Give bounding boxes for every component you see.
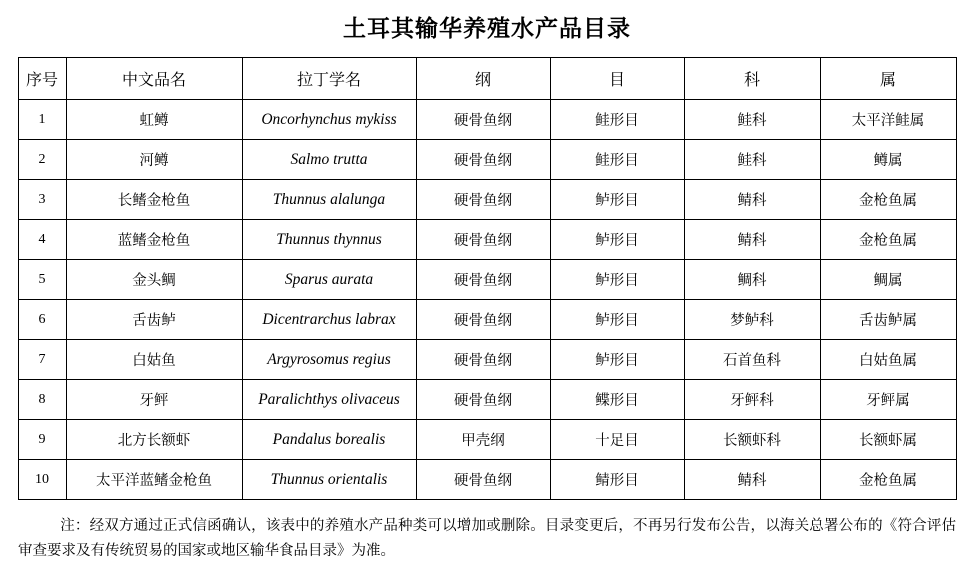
table-row [18, 460, 956, 500]
cell-index: 4 [18, 220, 66, 260]
cell-genus: 白姑鱼属 [820, 340, 956, 380]
cell-family: 梦鲈科 [684, 300, 820, 340]
cell-genus: 金枪鱼属 [820, 460, 956, 500]
cell-genus: 金枪鱼属 [820, 220, 956, 260]
cell-family: 鲭科 [684, 180, 820, 220]
cell-class: 硬骨鱼纲 [416, 300, 550, 340]
cell-chinese-name: 虹鳟 [66, 100, 242, 140]
cell-chinese-name: 牙鲆 [66, 380, 242, 420]
column-header-latin-name: 拉丁学名 [242, 58, 416, 100]
cell-latin-name: Paralichthys olivaceus [242, 380, 416, 420]
cell-genus: 鲷属 [820, 260, 956, 300]
cell-index: 1 [18, 100, 66, 140]
table-row [18, 220, 956, 260]
footnote-line-2: 的《符合评估审查要求及有传统贸易的国家或地区输华食品目录》为准。 [18, 518, 957, 560]
cell-genus: 鳟属 [820, 140, 956, 180]
table-row [18, 380, 956, 420]
cell-genus: 金枪鱼属 [820, 180, 956, 220]
cell-chinese-name: 舌齿鲈 [66, 300, 242, 340]
footnote [18, 514, 956, 565]
cell-latin-name: Argyrosomus regius [242, 340, 416, 380]
cell-index: 2 [18, 140, 66, 180]
cell-index: 8 [18, 380, 66, 420]
document-page [0, 10, 974, 560]
cell-family: 长额虾科 [684, 420, 820, 460]
cell-order: 鲈形目 [550, 180, 684, 220]
table-row [18, 340, 956, 380]
column-header-chinese-name: 中文品名 [66, 58, 242, 100]
cell-class: 硬骨鱼纲 [416, 140, 550, 180]
aquaculture-product-table [18, 57, 957, 500]
table-row [18, 180, 956, 220]
cell-latin-name: Salmo trutta [242, 140, 416, 180]
table-body [18, 100, 956, 500]
column-header-index: 序号 [18, 58, 66, 100]
cell-chinese-name: 蓝鳍金枪鱼 [66, 220, 242, 260]
cell-genus: 太平洋鲑属 [820, 100, 956, 140]
cell-family: 牙鲆科 [684, 380, 820, 420]
cell-latin-name: Oncorhynchus mykiss [242, 100, 416, 140]
cell-class: 硬骨鱼纲 [416, 100, 550, 140]
cell-index: 3 [18, 180, 66, 220]
cell-index: 6 [18, 300, 66, 340]
cell-order: 鲑形目 [550, 140, 684, 180]
cell-genus: 长额虾属 [820, 420, 956, 460]
cell-class: 硬骨鱼纲 [416, 260, 550, 300]
cell-order: 鲈形目 [550, 300, 684, 340]
cell-family: 鲑科 [684, 100, 820, 140]
table-row [18, 420, 956, 460]
cell-class: 硬骨鱼纲 [416, 460, 550, 500]
cell-chinese-name: 长鳍金枪鱼 [66, 180, 242, 220]
column-header-family: 科 [684, 58, 820, 100]
cell-order: 鲑形目 [550, 100, 684, 140]
cell-family: 鲭科 [684, 460, 820, 500]
cell-class: 硬骨鱼纲 [416, 340, 550, 380]
column-header-class: 纲 [416, 58, 550, 100]
cell-family: 鲭科 [684, 220, 820, 260]
cell-chinese-name: 河鳟 [66, 140, 242, 180]
cell-order: 十足目 [550, 420, 684, 460]
cell-chinese-name: 北方长额虾 [66, 420, 242, 460]
cell-latin-name: Thunnus thynnus [242, 220, 416, 260]
table-header-row [18, 58, 956, 100]
cell-class: 硬骨鱼纲 [416, 180, 550, 220]
cell-index: 5 [18, 260, 66, 300]
cell-index: 7 [18, 340, 66, 380]
cell-order: 鲈形目 [550, 220, 684, 260]
footnote-line-1: 注：经双方通过正式信函确认，该表中的养殖水产品种类可以增加或删除。目录变更后，不再另行发布公告，以海关总署公布 [60, 518, 869, 534]
cell-latin-name: Pandalus borealis [242, 420, 416, 460]
cell-order: 鲈形目 [550, 340, 684, 380]
table-row [18, 140, 956, 180]
cell-latin-name: Thunnus alalunga [242, 180, 416, 220]
cell-index: 10 [18, 460, 66, 500]
cell-order: 鲽形目 [550, 380, 684, 420]
column-header-genus: 属 [820, 58, 956, 100]
cell-chinese-name: 金头鲷 [66, 260, 242, 300]
table-row [18, 100, 956, 140]
cell-genus: 牙鲆属 [820, 380, 956, 420]
cell-index: 9 [18, 420, 66, 460]
cell-family: 鲷科 [684, 260, 820, 300]
cell-latin-name: Thunnus orientalis [242, 460, 416, 500]
cell-family: 鲑科 [684, 140, 820, 180]
cell-chinese-name: 白姑鱼 [66, 340, 242, 380]
cell-chinese-name: 太平洋蓝鳍金枪鱼 [66, 460, 242, 500]
page-title: 土耳其输华养殖水产品目录 [343, 15, 631, 41]
cell-latin-name: Sparus aurata [242, 260, 416, 300]
cell-class: 硬骨鱼纲 [416, 380, 550, 420]
table-row [18, 260, 956, 300]
cell-order: 鲈形目 [550, 260, 684, 300]
table-row [18, 300, 956, 340]
cell-genus: 舌齿鲈属 [820, 300, 956, 340]
cell-order: 鲭形目 [550, 460, 684, 500]
cell-latin-name: Dicentrarchus labrax [242, 300, 416, 340]
cell-class: 硬骨鱼纲 [416, 220, 550, 260]
cell-class: 甲壳纲 [416, 420, 550, 460]
column-header-order: 目 [550, 58, 684, 100]
cell-family: 石首鱼科 [684, 340, 820, 380]
